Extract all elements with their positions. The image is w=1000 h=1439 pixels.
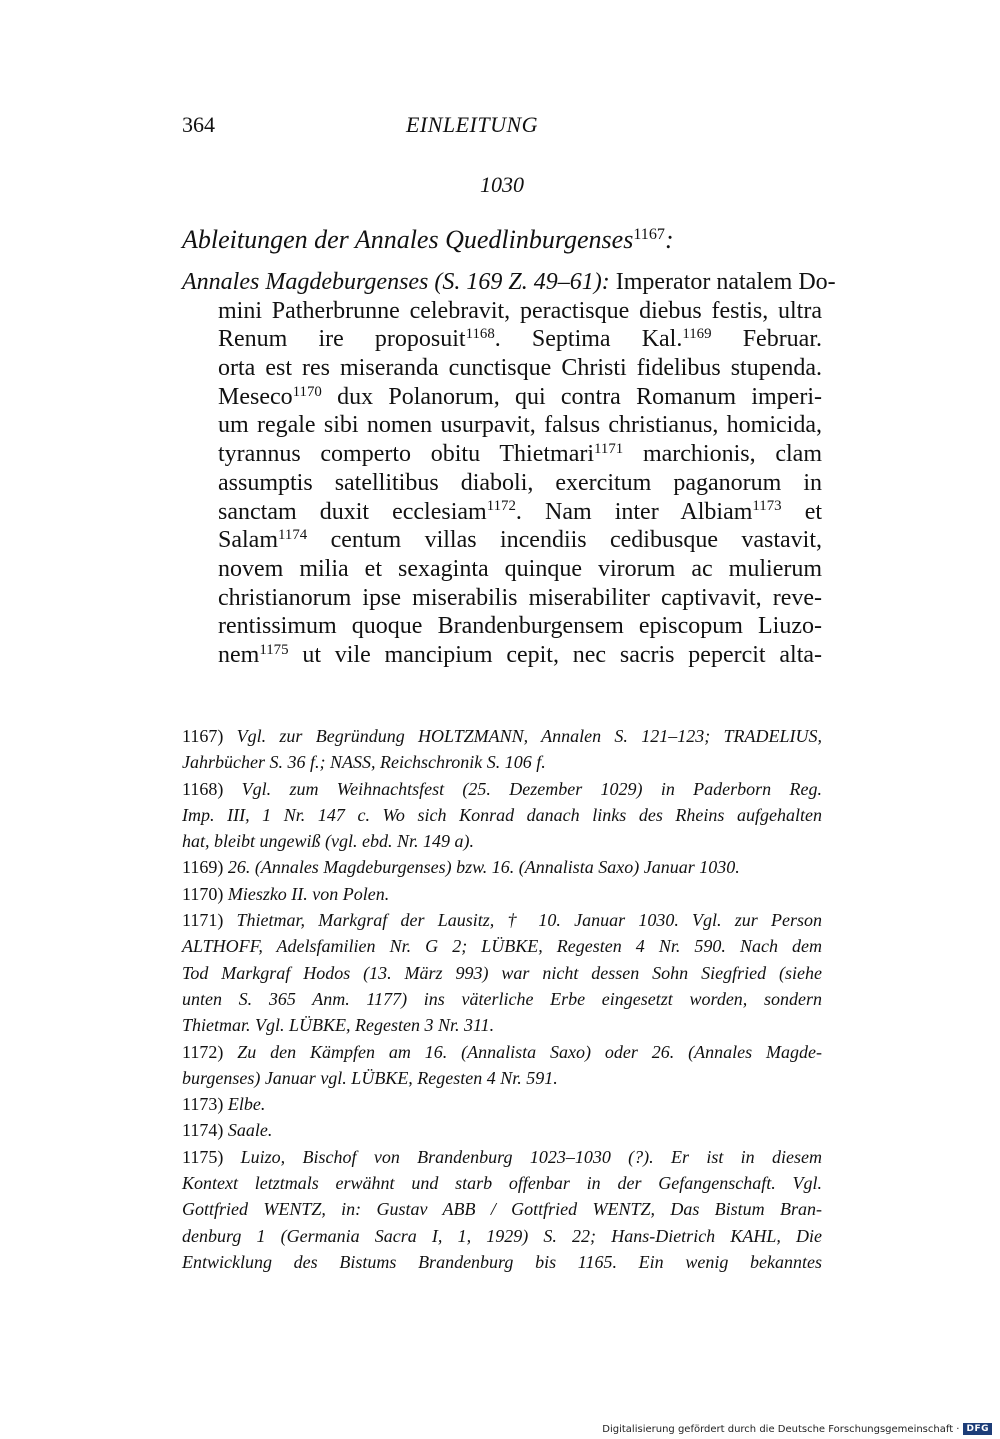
footnote-ref[interactable]: 1168 <box>465 326 495 343</box>
dfg-logo: DFG <box>963 1423 992 1435</box>
footnote-line: Jahrbücher S. 36 f.; NASS, Reichschronik S. 106 f. <box>182 752 546 773</box>
footnote-1170: 1170) Mieszko II. von Polen. <box>182 883 390 904</box>
footnote-ref[interactable]: 1175 <box>259 641 289 658</box>
entry-line: Annales Magdeburgenses (S. 169 Z. 49–61): Imperator natalem Do- <box>182 269 836 295</box>
page-header <box>182 112 822 148</box>
year-heading: 1030 <box>480 172 524 197</box>
footnotes <box>182 723 822 1275</box>
footnote-ref[interactable]: 1172 <box>486 498 516 515</box>
source-citation: Annales Magdeburgenses (S. 169 Z. 49–61): <box>182 269 610 295</box>
credit-text: Digitalisierung gefördert durch die Deutsche Forschungsgemeinschaft · <box>602 1423 960 1435</box>
entry-line: rentissimum quoque Brandenburgensem episcopum Liuzo- <box>218 613 822 640</box>
source-entry <box>182 268 836 670</box>
entry-line: mini Patherbrunne celebravit, peractisque diebus festis, ultra <box>218 297 822 324</box>
footnote-line: Tod Markgraf Hodos (13. März 993) war nicht dessen Sohn Siegfried (siehe <box>182 962 822 983</box>
footnote-ref[interactable]: 1167 <box>633 226 665 244</box>
entry-line: orta est res miseranda cunctisque Christi fidelibus stupenda. <box>218 355 822 382</box>
footnote-ref[interactable]: 1171 <box>594 440 624 457</box>
entry-line: Renum ire proposuit$^{1168}$. Septima Kal.$^{1169}$ Februar. <box>218 326 823 353</box>
footnote-1173: 1173) Elbe. <box>182 1094 266 1115</box>
entry-line: novem milia et sexaginta quinque virorum ac mulierum <box>218 555 822 582</box>
footnote-1172: 1172) Zu den Kämpfen am 16. (Annalista Saxo) oder 26. (Annales Magde- <box>182 1041 822 1062</box>
entry-line: Salam$^{1174}$ centum villas incendiis cedibusque vastavit, <box>218 527 822 554</box>
digitization-credit <box>602 1423 992 1435</box>
entry-line: christianorum ipse miserabilis miserabiliter captivavit, reve- <box>218 584 822 611</box>
entry-line: Meseco$^{1170}$ dux Polanorum, qui contra Romanum imperi- <box>218 383 822 410</box>
entry-line: tyrannus comperto obitu Thietmari$^{1171}$ marchionis, clam <box>218 440 822 468</box>
entry-line: nem$^{1175}$ ut vile mancipium cepit, nec sacris pepercit alta- <box>218 641 822 668</box>
entry-line: assumptis satellitibus diaboli, exercitum paganorum in <box>218 469 822 496</box>
section-heading: Ableitungen der Annales Quedlinburgenses$^{1167}$: <box>182 225 674 254</box>
footnote-1167: 1167) Vgl. zur Begründung HOLTZMANN, Annalen S. 121–123; TRADELIUS, <box>182 726 822 746</box>
footnote-1169: 1169) 26. (Annales Magdeburgenses) bzw. 16. (Annalista Saxo) Januar 1030. <box>182 857 740 878</box>
footnote-line: Thietmar. Vgl. LÜBKE, Regesten 3 Nr. 311. <box>182 1015 495 1036</box>
entry-line: sanctam duxit ecclesiam$^{1172}$. Nam inter Albiam$^{1173}$ et <box>218 498 823 525</box>
footnote-ref[interactable]: 1173 <box>752 498 782 515</box>
footnote-1171: 1171) Thietmar, Markgraf der Lausitz, † 10. Januar 1030. Vgl. zur Person <box>182 910 822 931</box>
footnote-line: Kontext letztmals erwähnt und starb offenbar in der Gefangenschaft. Vgl. <box>182 1173 822 1194</box>
footnote-line: unten S. 365 Anm. 1177) ins väterliche Erbe eingesetzt worden, sondern <box>182 988 822 1009</box>
footnote-line: denburg 1 (Germania Sacra I, 1, 1929) S. 22; Hans-Dietrich KAHL, Die <box>182 1225 822 1246</box>
footnote-1168: 1168) Vgl. zum Weihnachtsfest (25. Dezember 1029) in Paderborn Reg. <box>182 778 822 799</box>
running-title: EINLEITUNG <box>405 112 539 137</box>
footnote-1175: 1175) Luizo, Bischof von Brandenburg 1023–1030 (?). Er ist in diesem <box>182 1146 822 1167</box>
page-number: 364 <box>182 112 215 137</box>
footnote-ref[interactable]: 1169 <box>682 326 712 343</box>
footnote-ref[interactable]: 1170 <box>292 383 322 400</box>
footnote-1174: 1174) Saale. <box>182 1120 273 1141</box>
footnote-line: ALTHOFF, Adelsfamilien Nr. G 2; LÜBKE, Regesten 4 Nr. 590. Nach dem <box>182 936 822 957</box>
footnote-line: Gottfried WENTZ, in: Gustav ABB / Gottfried WENTZ, Das Bistum Bran- <box>182 1199 822 1220</box>
footnote-line: Entwicklung des Bistums Brandenburg bis 1165. Ein wenig bekanntes <box>182 1251 822 1272</box>
entry-line: um regale sibi nomen usurpavit, falsus christianus, homicida, <box>218 412 822 439</box>
footnote-line: Imp. III, 1 Nr. 147 c. Wo sich Konrad danach links des Rheins aufgehalten <box>182 804 822 825</box>
footnote-line: burgenses) Januar vgl. LÜBKE, Regesten 4 Nr. 591. <box>182 1067 558 1088</box>
footnote-line: hat, bleibt ungewiß (vgl. ebd. Nr. 149 a). <box>182 831 474 852</box>
footnote-ref[interactable]: 1174 <box>278 527 308 544</box>
